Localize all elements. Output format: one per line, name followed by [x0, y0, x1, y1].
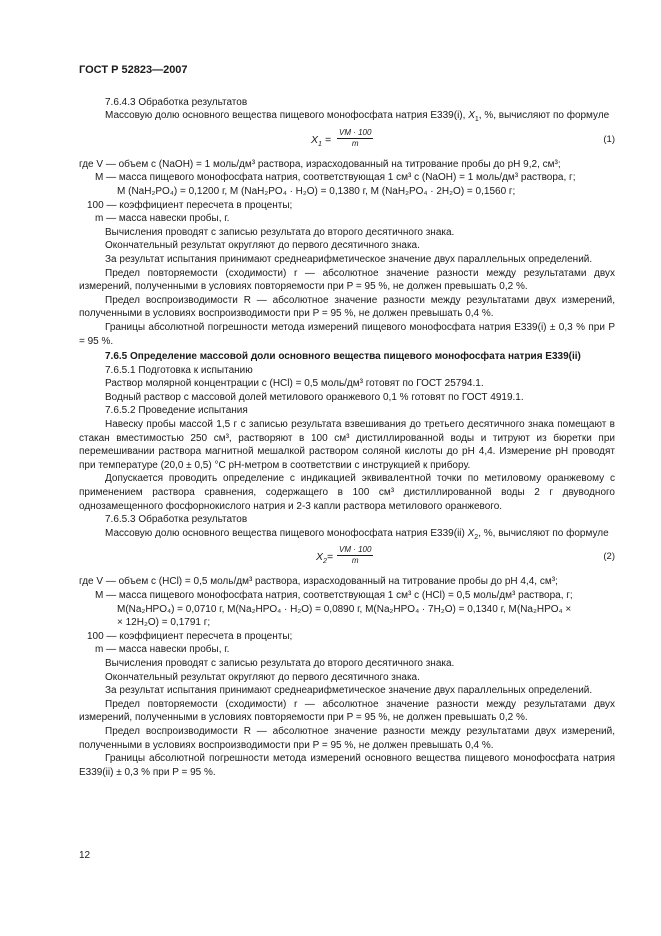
- standard-header: ГОСТ Р 52823—2007: [79, 64, 188, 76]
- formula-2-denominator: m: [351, 556, 359, 566]
- section-heading-7643: 7.6.4.3 Обработка результатов: [105, 96, 248, 108]
- para-calc-2: Вычисления проводят с записью результата до второго десятичного знака.: [105, 657, 455, 669]
- para-result-2: За результат испытания принимают среднеарифметическое значение двух параллельных определений.: [105, 685, 593, 697]
- para-repeatability-2: Предел повторяемости (сходимости) r — абсолютное значение разности между результатами двух измерений, полученными в условиях повторяемости при P = 95 %, не должен превышать 0,2 %.: [79, 698, 615, 724]
- page-number: 12: [79, 850, 91, 861]
- subsection-7653: 7.6.5.3 Обработка результатов: [105, 514, 248, 526]
- para-repeatability: Предел повторяемости (сходимости) r — абсолютное значение разности между результатами двух измерений, полученными в условиях повторяемости при P = 95 %, не должен превышать 0,2 %.: [79, 267, 615, 293]
- para-result: За результат испытания принимают среднеарифметическое значение двух параллельных определений.: [105, 253, 593, 265]
- definitions-2: [79, 575, 615, 657]
- formula-2-numerator: VM · 100: [339, 545, 372, 555]
- formula-1-denominator: m: [351, 138, 359, 148]
- def-m-values: M (NaH₂PO₄) = 0,1200 г, M (NaH₂PO₄ · H₂O) = 0,1380 г, M (NaH₂PO₄ · 2H₂O) = 0,1560 г;: [117, 185, 516, 197]
- def-v-2: где V — объем c (HCl) = 0,5 моль/дм³ раствора, израсходованный на титрование пробы до pH 4,4, см³;: [79, 576, 558, 588]
- def-100: 100 — коэффициент пересчета в проценты;: [87, 199, 293, 211]
- para-alternative: Допускается проводить определение с индикацией эквивалентной точки по метиловому оранжевому с применением раствора сравнения, содержащего в 100 см³ дистиллированной воды 2 г двуводного однозамещенного фосфорнокислого натрия и 2-3 капли раствора метилового оранжевого.: [79, 473, 615, 512]
- def-m: M — масса пищевого монофосфата натрия, соответствующая 1 см³ c (NaOH) = 1 моль/дм³ раствора, г;: [95, 172, 576, 184]
- def-mass: m — масса навески пробы, г.: [95, 213, 230, 225]
- def-m-values-2b: × 12H₂O) = 0,1791 г;: [117, 617, 211, 629]
- para-error-bounds: Границы абсолютной погрешности метода измерений пищевого монофосфата натрия Е339(i) ± 0,3 % при P = 95 %.: [79, 321, 615, 347]
- def-100-2: 100 — коэффициент пересчета в проценты;: [87, 630, 293, 642]
- formula-2-number: (2): [603, 551, 615, 563]
- section-heading-765: 7.6.5 Определение массовой доли основного вещества пищевого монофосфата натрия Е339(ii): [105, 351, 581, 363]
- para-reproducibility: Предел воспроизводимости R — абсолютное значение разности между результатами двух измерений, полученными в условиях воспроизводимости при P = 95 %, не должен превышать 0,4 %.: [79, 294, 615, 320]
- subsection-7651: 7.6.5.1 Подготовка к испытанию: [105, 364, 253, 376]
- def-v: где V — объем c (NaOH) = 1 моль/дм³ раствора, израсходованный на титрование пробы до pH 9,2, см³;: [79, 158, 561, 170]
- document-page: [79, 64, 615, 779]
- def-mass-2: m — масса навески пробы, г.: [95, 644, 230, 656]
- para-hcl-solution: Раствор молярной концентрации c (HCl) = 0,5 моль/дм³ готовят по ГОСТ 25794.1.: [105, 378, 484, 390]
- formula-1: $X_1$ = $\frac{VM \cdot 100}{m}$ (1): [311, 127, 615, 148]
- def-m-values-2: M(Na₂HPO₄) = 0,0710 г, M(Na₂HPO₄ · H₂O) = 0,0890 г, M(Na₂HPO₄ · 7H₂O) = 0,1340 г, M(Na₂HPO₄ ×: [117, 603, 572, 615]
- para-error-bounds-2: Границы абсолютной погрешности метода измерений основного вещества пищевого монофосфата натрия Е339(ii) ± 0,3 % при P = 95 %.: [79, 753, 615, 778]
- formula-2: $X_2=$ $\frac{VM \cdot 100}{m}$ (2): [316, 545, 615, 566]
- formula-intro-2: Массовую долю основного вещества пищевого монофосфата натрия Е339(ii) $X_2$, %, вычисляют по формуле: [105, 527, 609, 541]
- subsection-7652: 7.6.5.2 Проведение испытания: [105, 405, 248, 417]
- def-m-2: M — масса пищевого монофосфата натрия, соответствующая 1 см³ c (HCl) = 0,5 моль/дм³ раствора, г;: [95, 590, 573, 601]
- para-procedure: Навеску пробы массой 1,5 г с записью результата взвешивания до третьего десятичного знака помещают в стакан вместимостью 250 см³, растворяют в 100 см³ дистиллированной воды и титруют из бюретки при перемешивании раствора магнитной мешалкой раствором соляной кислоты до pH 4,4. Измерение pH проводят при температуре (20,0 ± 0,5) °С pH-метром в соответствии с инструкцией к прибору.: [79, 419, 615, 471]
- para-calc: Вычисления проводят с записью результата до второго десятичного знака.: [105, 226, 455, 238]
- formula-intro-1: Массовую долю основного вещества пищевого монофосфата натрия Е339(i), $X_1$, %, вычисляют по формуле: [105, 110, 610, 124]
- formula-1-numerator: VM · 100: [339, 127, 372, 137]
- para-round: Окончательный результат округляют до первого десятичного знака.: [105, 240, 420, 252]
- para-reproducibility-2: Предел воспроизводимости R — абсолютное значение разности между результатами двух измерений, полученными в условиях воспроизводимости при P = 95 %, не должен превышать 0,4 %.: [79, 725, 615, 751]
- definitions-1: [79, 158, 615, 226]
- formula-1-number: (1): [603, 133, 615, 145]
- para-round-2: Окончательный результат округляют до первого десятичного знака.: [105, 671, 420, 683]
- para-indicator-solution: Водный раствор с массовой долей метилового оранжевого 0,1 % готовят по ГОСТ 4919.1.: [105, 391, 524, 403]
